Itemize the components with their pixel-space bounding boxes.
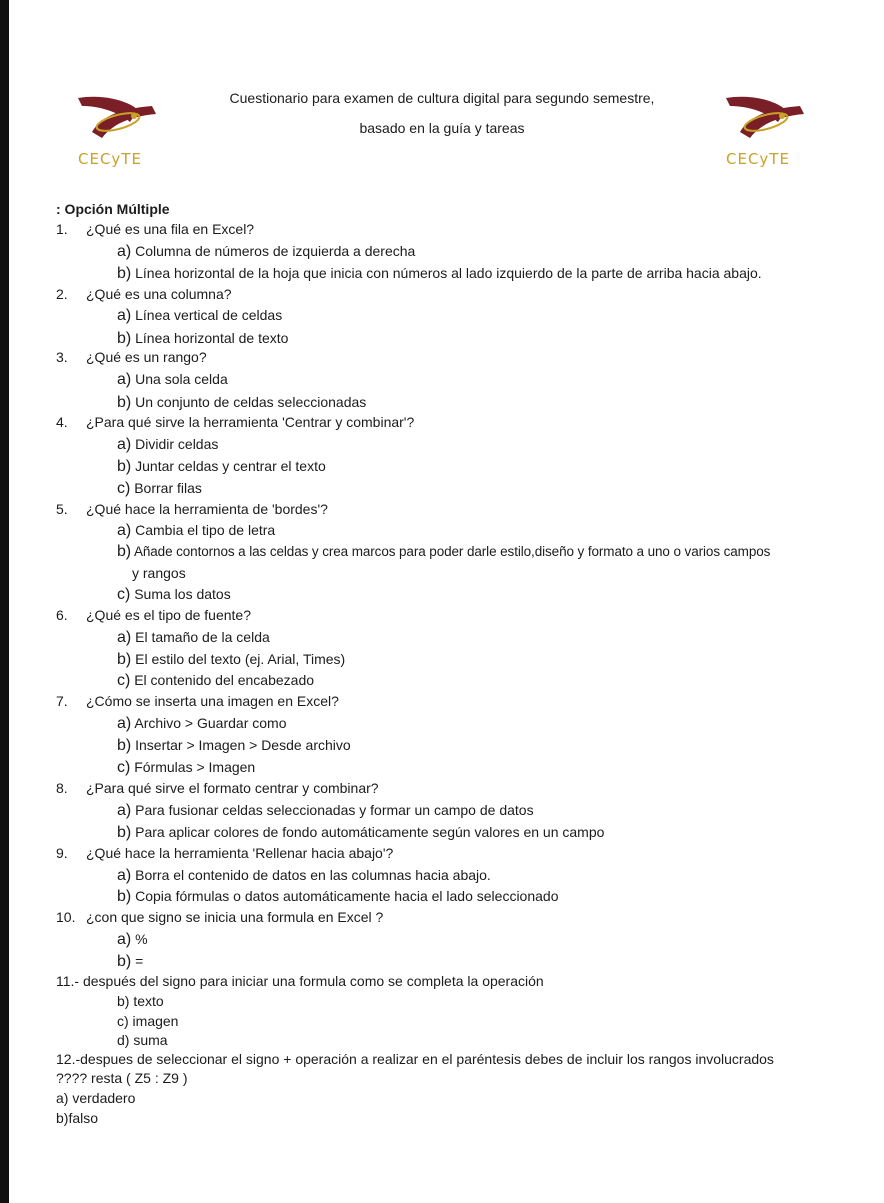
question: [56, 285, 232, 303]
option: [117, 457, 326, 476]
question-number: 3.: [56, 349, 68, 365]
option-letter: c): [117, 759, 131, 776]
option: [117, 585, 231, 604]
question-number: 5.: [56, 501, 68, 517]
option: [117, 306, 282, 325]
question-text: ¿Qué es un rango?: [86, 349, 207, 365]
question-text: 11.- después del signo para iniciar una formula como se completa la operación: [56, 973, 544, 989]
option: [117, 628, 270, 647]
option: [117, 714, 286, 733]
question-text: 12.-despues de seleccionar el signo + operación a realizar en el paréntesis debes de incluir los rangos involucrados: [56, 1051, 774, 1067]
option-text: Juntar celdas y centrar el texto: [135, 458, 326, 474]
option: [117, 264, 762, 283]
option-text: Copia fórmulas o datos automáticamente hacia el lado seleccionado: [135, 888, 559, 904]
option: [117, 479, 202, 498]
option: [117, 521, 275, 540]
option: b)falso: [56, 1110, 99, 1126]
question-text: ¿Qué es una fila en Excel?: [86, 221, 255, 237]
option-letter: b): [117, 330, 132, 347]
document-title: Cuestionario para examen de cultura digital para segundo semestre,: [229, 90, 655, 106]
option-letter: a): [117, 371, 132, 388]
question-text: ¿Para qué sirve el formato centrar y combinar?: [86, 780, 379, 796]
question-number: 6.: [56, 607, 68, 623]
left-edge-bar: [0, 0, 9, 1203]
option: [117, 329, 288, 348]
option: d) suma: [117, 1032, 168, 1048]
question-number: 9.: [56, 845, 68, 861]
option: [117, 370, 228, 389]
question: [56, 779, 379, 797]
document-subtitle: basado en la guía y tareas: [359, 120, 525, 136]
option-text: Borrar filas: [134, 480, 202, 496]
option-letter: a): [117, 307, 132, 324]
option-text: Borra el contenido de datos en las columnas hacia abajo.: [135, 867, 491, 883]
option: [117, 758, 255, 777]
option-text: =: [135, 953, 144, 969]
option: [117, 801, 534, 820]
question: [56, 692, 339, 710]
question-text: ¿Qué hace la herramienta 'Rellenar hacia abajo'?: [86, 845, 394, 861]
question-number: 1.: [56, 221, 68, 237]
option-text: Para fusionar celdas seleccionadas y formar un campo de datos: [135, 802, 534, 818]
option: [117, 435, 218, 454]
option-text: Cambia el tipo de letra: [135, 522, 276, 538]
question-number: 2.: [56, 286, 68, 302]
option: [117, 393, 366, 412]
option-letter: a): [117, 802, 132, 819]
question: [56, 413, 414, 431]
option-letter: b): [117, 394, 132, 411]
option-letter: b): [117, 265, 132, 282]
option-text: Insertar > Imagen > Desde archivo: [135, 737, 351, 753]
option-text: Un conjunto de celdas seleccionadas: [135, 394, 367, 410]
question: [56, 500, 328, 518]
question: [56, 220, 254, 238]
option-letter: a): [117, 629, 132, 646]
question-number: 8.: [56, 780, 68, 796]
question-text: ¿Qué es una columna?: [86, 286, 232, 302]
option-letter: a): [117, 436, 132, 453]
option-letter: b): [117, 651, 132, 668]
option-letter: b): [117, 458, 132, 475]
option-letter: b): [117, 888, 132, 905]
question: [56, 844, 393, 862]
option-text: Archivo > Guardar como: [134, 715, 287, 731]
question-number: 10.: [56, 909, 76, 925]
option-letter: b): [117, 953, 132, 970]
question: [56, 348, 207, 366]
option-continuation: y rangos: [132, 565, 186, 581]
option-letter: c): [117, 586, 131, 603]
option: [117, 823, 604, 842]
option-text: Línea horizontal de texto: [135, 330, 289, 346]
option: [117, 866, 491, 885]
formula-text: ???? resta ( Z5 : Z9 ): [56, 1070, 188, 1086]
option-text: Suma los datos: [134, 586, 231, 602]
option-letter: b): [117, 824, 132, 841]
option-letter: c): [117, 480, 131, 497]
option: c) imagen: [117, 1013, 179, 1029]
option-text: Fórmulas > Imagen: [134, 759, 256, 775]
option-letter: a): [117, 243, 132, 260]
option-text: Dividir celdas: [135, 436, 219, 452]
option-text: %: [135, 931, 148, 947]
option: b) texto: [117, 993, 164, 1009]
question-text: ¿Qué es el tipo de fuente?: [86, 607, 251, 623]
option: [117, 543, 770, 561]
option-text: Añade contornos a las celdas y crea marcos para poder darle estilo,diseño y formato a uno o varios campos: [133, 544, 771, 559]
option-text: Columna de números de izquierda a derecha: [135, 243, 416, 259]
question-text: ¿Qué hace la herramienta de 'bordes'?: [86, 501, 328, 517]
logo-text: CECyTE: [726, 150, 790, 168]
option-text: El estilo del texto (ej. Arial, Times): [135, 651, 346, 667]
option: [117, 930, 148, 949]
option-text: Para aplicar colores de fondo automáticamente según valores en un campo: [135, 824, 605, 840]
option: [117, 736, 351, 755]
option-text: Línea vertical de celdas: [135, 307, 283, 323]
option-text: El tamaño de la celda: [135, 629, 270, 645]
option-letter: a): [117, 522, 132, 539]
question: [56, 908, 383, 926]
option-text: El contenido del encabezado: [134, 672, 315, 688]
option-letter: b): [117, 737, 132, 754]
option: [117, 887, 559, 906]
option-letter: a): [117, 715, 132, 732]
option: [117, 671, 314, 690]
question: [56, 606, 251, 624]
question-number: 7.: [56, 693, 68, 709]
question-number: 4.: [56, 414, 68, 430]
question-text: ¿con que signo se inicia una formula en Excel ?: [86, 909, 384, 925]
option-letter: b): [117, 543, 132, 560]
option-letter: c): [117, 672, 131, 689]
option: [117, 650, 345, 669]
question-text: ¿Para qué sirve la herramienta 'Centrar y combinar'?: [86, 414, 415, 430]
question-text: ¿Cómo se inserta una imagen en Excel?: [86, 693, 339, 709]
option-text: Línea horizontal de la hoja que inicia con números al lado izquierdo de la parte de arriba hacia abajo.: [135, 265, 762, 281]
section-title: : Opción Múltiple: [56, 201, 170, 217]
option-letter: a): [117, 867, 132, 884]
option: a) verdadero: [56, 1090, 136, 1106]
option-letter: a): [117, 931, 132, 948]
logo-text: CECyTE: [78, 150, 142, 168]
option: [117, 242, 415, 261]
option-text: Una sola celda: [135, 371, 228, 387]
option: [117, 952, 143, 971]
